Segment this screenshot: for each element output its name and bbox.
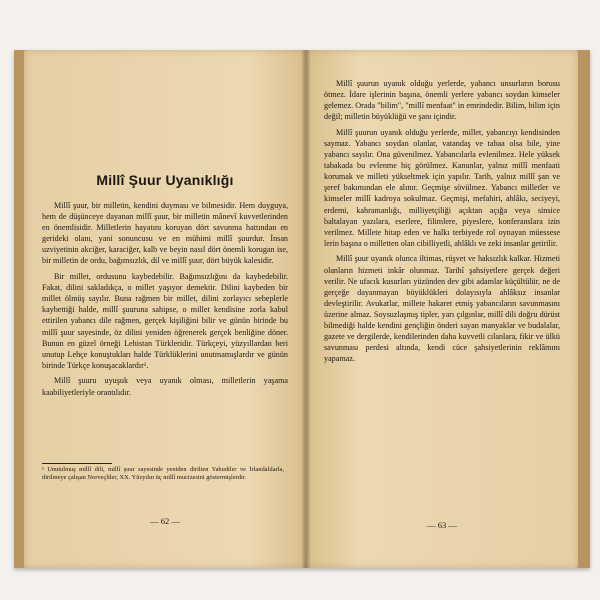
book-gutter [302,50,310,568]
right-page [306,50,578,568]
page-number: — 63 — [427,520,457,530]
right-page-body [324,78,560,369]
left-page [24,50,306,568]
paragraph: Millî şuur uyanık olunca iltimas, rüşvet ve haksızlık kalkar. Hizmeti olanların hizmeti inkâr olunmaz. Tarihî şahsiyetlere gerçek değeri verilir. Ne ufacık kusurları yüzünden dev gibi adamlar küçültülür, ne de gerçeğe dayanmayan büyüklükleri dolayısıyla ahlâksız insanlar devleştirilir. Avukatlar, millete hakaret etmiş yabancıların savunmasını üzerine almaz. Soysuzlaşmış tipler, yarı çılgınlar, millî dili doğru dürüst bilmediği halde kendini gençliğin önderi sayan manyaklar ve budalalar, gazete ve dergilerde, kendilerinden daha kuvvetli cılanlara, fikir ve ülkü savunması perdesi altında, kendi cüce şahsiyetlerinin reklâmını yapamaz. [324,254,560,364]
footnote-divider [42,463,112,464]
paragraph: Millî şuur, bir milletin, kendini duyması ve bilmesidir. Hem duyguya, hem de düşünceye dayanan millî şuur, bir milletin mânevî kuvvetlerinden en önemlisidir. Milletlerin hayatını koruyan dört savunma hattından en gerideki olanı, yani sonuncusu ve en mühimi millî şuurdur. İnsan uzviyetinin akciğer, karaciğer, kalb ve beyin nasıl dört önemli korugan ise, bir milletin de ordu, bağımsızlık, dil ve millî şuur, dört büyük kalesidir. [42,201,288,266]
chapter-title: Millî Şuur Uyanıklığı [96,172,234,188]
left-page-body [42,200,288,402]
paragraph: Millî şuurun uyanık olduğu yerlerde, millet, yabancıyı kendisinden saymaz. Yabancı soydan olanlar, vatandaş ve tabaa olsa bile, yine yabancı sayılır. Ona güvenilmez. Yabancılarla evlenilmez. Hele yüksek tabakada bu evlenme hiç görülmez. Kanunlar, yalnız millî menfaati korumak ve milleti yükseltmek için yapılır. Tarih, yalnız millî şan ve şeref bakımından ele alınır. Geçmişe sövülmez. Yabancı milletler ve kimseler millî kadroya sokulmaz. Geçmişi, mefahiri, ahlâkı, seciyeyi, erdemi, kahramanlığı, milliyetçiliği açıktan açığa veya sinsice baltalayan yazılara, eserlere, filimlere, piyeslere, konferanslara izin verilmez. Millete hitap eden ve halkı terbiyede rol oynayan müessese lerin başına o milletten olan cibilliyetli, ahlâklı ve zeki insanlar getirilir. [324,127,560,248]
paragraph: Millî şuurun uyanık olduğu yerlerde, yabancı unsurların borusu ötmez. İdare işlerinin başına, önemli yerlere yabancı soydan kimseler gelemez. Orada "bilim", "millî menfaat" in emrindedir. Bilim, bilim için değil; milletin büyüklüğü ve şanı içindir. [324,79,560,122]
footnote-text: ¹ Unutulmuş millî dili, millî şuur sayesinde yeniden dirilten Yahudiler ve İrlandalılarla, dirilmeye çalışan Norveçliler, XX. Yüzyılın üç millî mucizesini göstermişlerdir. [42,466,284,482]
page-number: — 62 — [150,516,180,526]
paragraph: Millî şuuru uyuşuk veya uyanık olması, milletlerin yaşama kaabiliyetleriyle orantılıdır. [42,376,288,397]
footnote [42,466,284,482]
open-book [14,50,590,568]
paragraph: Bir millet, ordusunu kaybedebilir. Bağımsızlığını da kaybedebilir. Fakat, dilini sakladıkça, o millet yaşıyor demektir. Dilini kaybeden bir millet ölmüş sayılır. Buna rağmen bir millet, dilini zorlayıcı sebeplerle kaybettiği halde, millî şuuruna sahipse, o millet kendisine zorla kabul ettirilen yabancı dile rağmen, gerçek kişiliğini bilir ve günün birinde bu millî şuur sayesinde, öz dilini yeniden öğrenerek gerçek benliğine döner. Bunun en güzel örneği Lehistan Türkleridir. Türkçeyi, yüzyıllardan beri unutup Lehçe konuştukları halde Türklüklerini unutmamışlardır ve günün birinde Türkçe konuşacaklardır¹. [42,272,288,370]
